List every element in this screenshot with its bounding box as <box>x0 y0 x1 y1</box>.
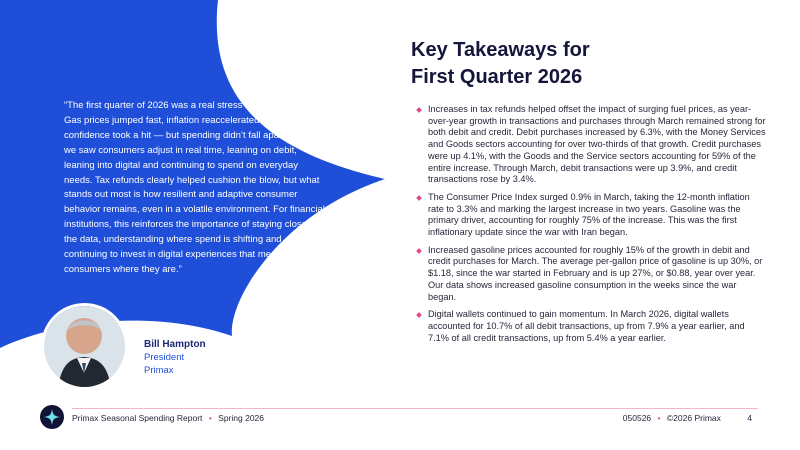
footer-report-name: Primax Seasonal Spending Report <box>72 413 203 423</box>
footer-code: 050526 <box>622 413 652 423</box>
footer-copyright: ©2026 Primax <box>666 413 721 423</box>
takeaway-text: Increases in tax refunds helped offset the impact of surging fuel prices, as year-over-year growth in transactions and purchases through March remained strong for both debit and credit. Debit purchases increased by 6.3%, with the Money Services and Goods sectors accounting for over two-thirds of that growth. Credit purchases were up 4.1%, with the Goods and the Service sectors accounting for 59% of the entire increase. Through March, debit transactions were up 3.9%, and credit transactions rose by 3.4%. <box>428 104 766 185</box>
footer-report-info <box>72 412 264 424</box>
takeaways-list <box>414 104 766 350</box>
diamond-bullet-icon <box>416 107 422 113</box>
takeaway-text: Digital wallets continued to gain momentum. In March 2026, digital wallets accounted for 10.7% of all debit transactions, up from 7.9% a year earlier, and 7.1% of all credit transactions, up from 5.4% a year earlier. <box>428 309 745 343</box>
primax-logo <box>40 405 64 429</box>
portrait-photo <box>44 306 125 387</box>
author-headshot <box>41 303 128 390</box>
sparkle-icon <box>43 408 61 426</box>
author-block <box>144 338 206 377</box>
page-title-line-2: First Quarter 2026 <box>411 66 583 88</box>
author-title: President <box>144 352 185 363</box>
executive-quote: “The first quarter of 2026 was a real stress test for consumers. Gas prices jumped fast, inflation reaccelerated and confidence took a hit — but spending didn’t fall apart. Instead, we saw consumers adjust in real time, leaning on debit, leaning into digital and continuing to spend on everyday needs. Tax refunds clearly helped cushion the blow, but what stands out most is how resilient and adaptive consumer behavior remains, even in a volatile environment. For financial institutions, this reinforces the importance of staying close to the data, understanding where spend is shifting and continuing to invest in digital experiences that meet consumers where they are.” <box>64 100 326 275</box>
author-name: Bill Hampton <box>144 339 206 350</box>
page-footer <box>40 405 760 433</box>
diamond-bullet-icon <box>416 312 422 318</box>
takeaway-item <box>414 104 766 186</box>
footer-separator: • <box>208 413 212 423</box>
page-title-line-1: Key Takeaways for <box>411 39 590 61</box>
footer-meta <box>623 412 752 424</box>
takeaway-item <box>414 309 766 344</box>
diamond-bullet-icon <box>416 195 422 201</box>
takeaway-text: The Consumer Price Index surged 0.9% in March, taking the 12-month inflation rate to 3.3% and marking the largest increase in two years. Gasoline was the primary driver, accounting for roughly 75% of the increase. This was the first inflationary update since the war with Iran began. <box>428 191 750 238</box>
footer-separator: • <box>657 413 661 423</box>
diamond-bullet-icon <box>416 248 422 254</box>
page-number: 4 <box>747 413 752 423</box>
takeaway-item <box>414 245 766 304</box>
page-title <box>411 37 590 91</box>
author-company: Primax <box>144 365 174 376</box>
footer-season: Spring 2026 <box>218 413 264 423</box>
takeaway-text: Increased gasoline prices accounted for roughly 15% of the growth in debit and credit purchases for March. The average per-gallon price of gasoline is up 30%, or $1.18, since the war started in February and is up 27%, or $0.88, year over year. Our data shows increased gasoline consumption in the weeks since the war began. <box>428 244 763 302</box>
takeaway-item <box>414 192 766 239</box>
